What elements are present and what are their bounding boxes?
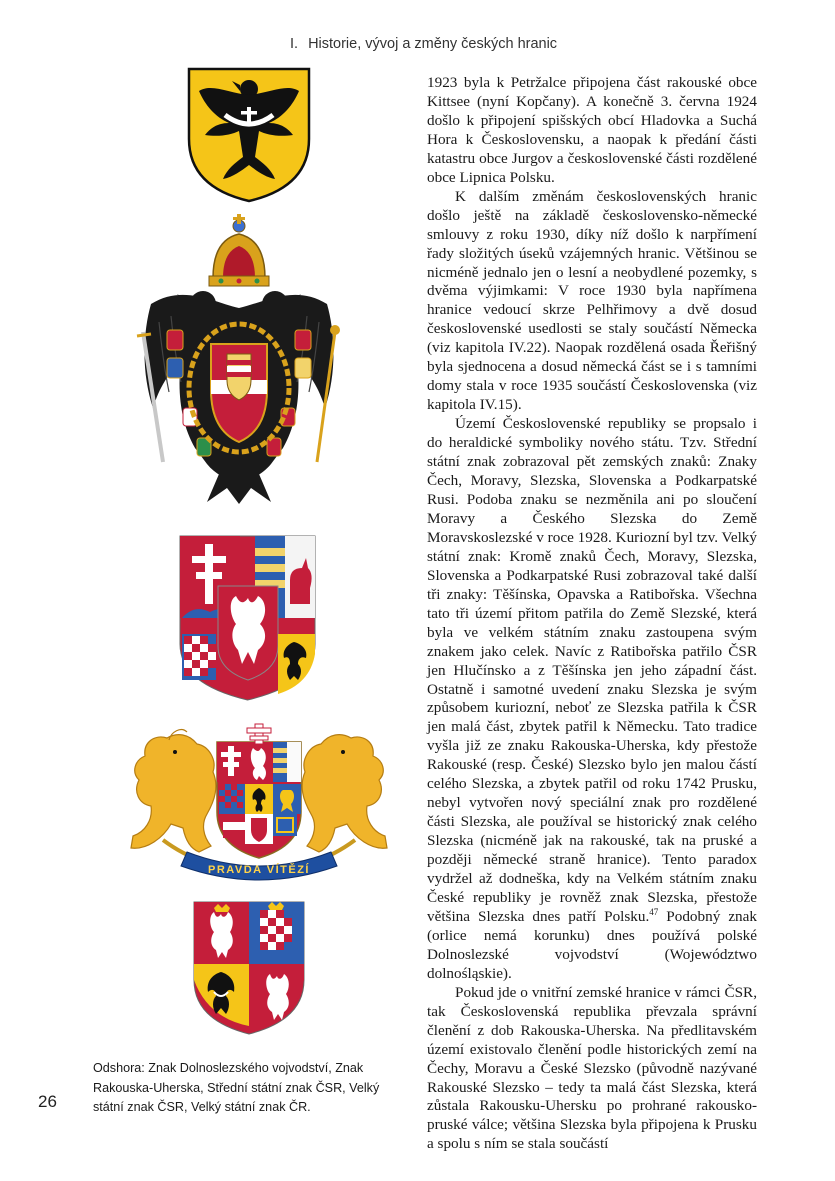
paragraph-4: Pokud jde o vnitřní zemské hranice v rámci ČSR, tak Československá republika převzala správní členění z dob Rakouska-Uherska. Na předlitavském území existovalo členění podle historických zemí na Čechy, Moravu a České Slezsko (původně nazývané Rakouské Slezsko – tedy ta malá část Slezska, která zůstala Rakousku-Uhersku po prohrané rakousko-pruské válce; většina Slezska byla připojena k Prusku a spolu s ním se stala součástí	[427, 983, 757, 1153]
austria-hungary-coat-of-arms	[123, 212, 355, 510]
paragraph-3-text: Území Československé republiky se propsalo i do heraldické symboliky nového státu. Tzv. Střední státní znak zobrazoval pět zemských znaků: Znaky Čech, Moravy, Slezska, Slovenska a Podkarpatské Rusi. Podoba znaku se nezměnila ani po sloučení Moravy a Českého Slezska do Země Moravskoslezské v roce 1928. Kuriozní byl tzv. Velký státní znak: Kromě znaků Čech, Moravy, Slezska, Slovenska a Podkarpatské Rusi zobrazoval také další tři znaky: Těšínska, Opavska a Ratibořska. Všechna tato tři území přitom patřila do Země Slezské, která byla ve velkém státním znaku zastoupena svým znakem jako celek. Navíc z Ratibořska patřilo ČSR jen Hlučínsko a z Těšínska jen jeho západní část. Ostatně i samotné uvedení znaku Slezska je svým způsobem kuriozní, neboť ze Slezska patřila k ČSR jen malá část, zbytek patřil k Německu. Tato tradice vyšla již ze znaku Rakouska-Uherska, kdy přestože Rakouské (resp. České) Slezsko bylo jen malou částí celého Slezska, a zbytek patřil od roku 1742 Prusku, nebyl vytvořen nový speciální znak pro rozdělené části Slezska, ale používal se historický znak celého Slezska (nicméně jak na rakouské, tak na pruské a později německé straně hranice). Tento paradox vydržel až dodneška, kdy na Velkém státním znaku České republiky je rovněž znak Slezska, přestože většina Slezska dnes patří Polsku.	[427, 415, 757, 925]
body-text	[427, 74, 757, 1154]
paragraph-2: K dalším změnám československých hranic došlo ještě na základě československo-německé smlouvy z roku 1930, díky níž došlo k narpřímení řady složitých úseků vzájemných hranic. Většinou se nicméně jednalo jen o lesní a neobydlené pozemky, s dvěma výjimkami: V roce 1930 byla napřímena hranice vedoucí skrze Pelhřimovy a dvě dosud československé usedlosti se staly součástí Německa (viz kapitola IV.22). Naopak rozdělená osada Řeřišný byla sjednocena a dosud německá část se i s tamními domy stala v roce 1935 součástí Československa (viz kapitola IV.15).	[427, 187, 757, 414]
imperial-crown	[209, 214, 269, 286]
czech-republic-great-coat-of-arms	[192, 900, 306, 1036]
czechoslovak-great-coat-of-arms	[123, 720, 395, 884]
paragraph-3-continuation: Podobný znak (orlice nemá korunku) dnes používá polské Dolnoslezské vojvodství (Województwo dolnośląskie).	[427, 907, 757, 982]
czechoslovak-middle-coat-of-arms	[178, 534, 317, 702]
paragraph-3	[427, 415, 757, 984]
chapter-number: I.	[290, 36, 299, 52]
page-number: 26	[38, 1092, 57, 1111]
figure-caption: Odshora: Znak Dolnoslezského vojvodství, Znak Rakouska-Uherska, Střední státní znak ČSR, Velký státní znak ČSR, Velký státní znak ČR.	[93, 1061, 380, 1114]
running-header	[290, 36, 580, 52]
paragraph-1: 1923 byla k Petržalce připojena část rakouské obce Kittsee (nyní Kopčany). A konečně 3. června 1924 došlo k připojení spišských obcí Hladovka a Suchá Hora k Československu, a naopak k předání části katastru obce Jurgov a československé části rozdělené obce Lipnica Polsku.	[427, 74, 757, 186]
footnote-reference[interactable]: 47	[649, 906, 659, 917]
motto-text: PRAVDA VÍTĚZÍ	[207, 864, 311, 876]
lower-silesia-coat-of-arms	[185, 65, 313, 205]
chapter-title: Historie, vývoj a změny českých hranic	[308, 36, 558, 52]
left-lion-supporter	[131, 730, 216, 852]
